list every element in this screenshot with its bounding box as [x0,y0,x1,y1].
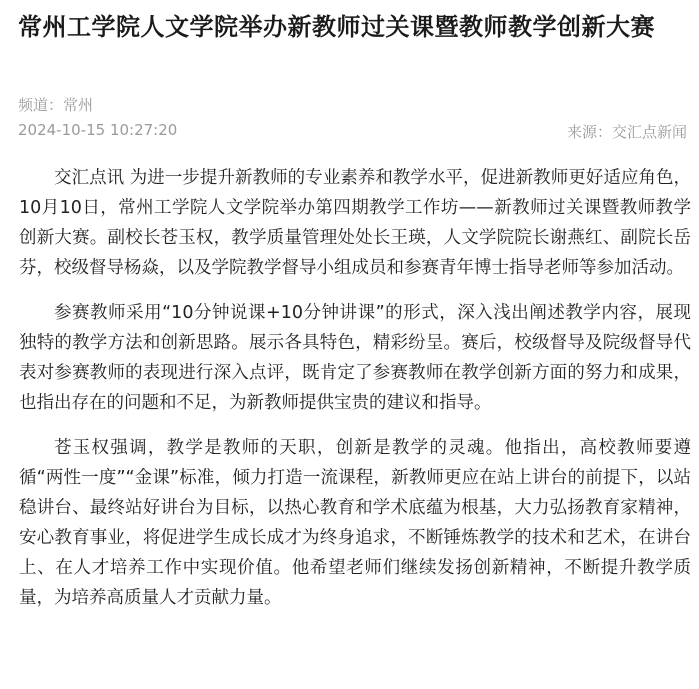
article-body [19,163,691,628]
source-label: 来源：交汇点新闻 [566,123,687,141]
publish-datetime: 2024-10-15 10:27:20 [18,121,178,139]
paragraph: 参赛教师采用“10分钟说课+10分钟讲课”的形式，深入浅出阐述教学内容，展现独特的教学方法和创新思路。展示各具特色，精彩纷呈。赛后，校级督导及院级督导代表对参赛教师的表现进行深入点评，既肯定了参赛教师在教学创新方面的努力和成果，也指出存在的问题和不足，为新教师提供宝贵的建议和指导。 [19,303,691,413]
paragraph: 苍玉权强调，教学是教师的天职，创新是教学的灵魂。他指出，高校教师要遵循“两性一度”“金课”标准，倾力打造一流课程，新教师更应在站上讲台的前提下，以站稳讲台、最终站好讲台为目标，以热心教育和学术底蕴为根基，大力弘扬教育家精神，安心教育事业，将促进学生成长成才为终身追求，不断锤炼教学的技术和艺术，在讲台上、在人才培养工作中实现价值。他希望老师们继续发扬创新精神，不断提升教学质量，为培养高质量人才贡献力量。 [19,438,691,608]
channel-label: 频道：常州 [18,96,94,114]
article-title: 常州工学院人文学院举办新教师过关课暨教师教学创新大赛 [18,13,655,41]
paragraph: 交汇点讯 为进一步提升新教师的专业素养和教学水平，促进新教师更好适应角色，10月10日，常州工学院人文学院举办第四期教学工作坊——新教师过关课暨教师教学创新大赛。副校长苍玉权，教学质量管理处处长王瑛，人文学院院长谢燕红、副院长岳芬，校级督导杨焱，以及学院教学督导小组成员和参赛青年博士指导老师等参加活动。 [19,168,691,278]
